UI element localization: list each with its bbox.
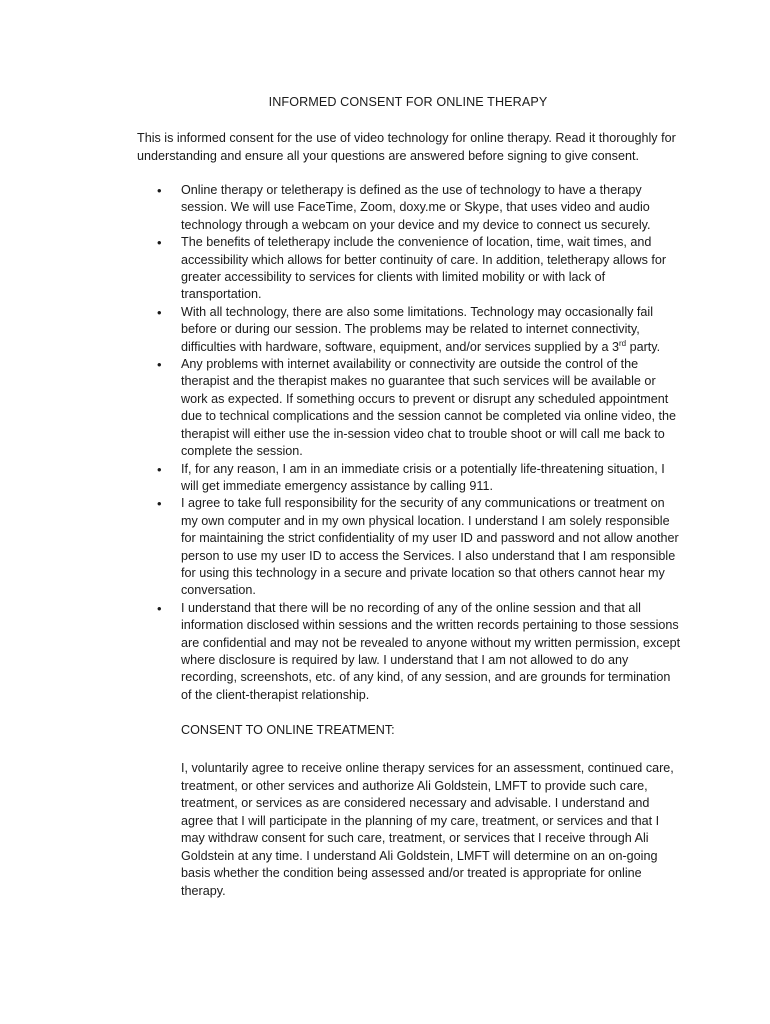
bullet-icon: • xyxy=(157,304,162,320)
list-item xyxy=(137,600,682,704)
bullet-icon: • xyxy=(157,600,162,616)
list-item xyxy=(137,461,682,496)
bullet-text: I agree to take full responsibility for the security of any communications or treatment on my own computer and in my own physical location. I understand I am solely responsible for maintaining the strict confidentiality of my user ID and password and not allow another person to use my user ID to access the Services. I also understand that I am responsible for using this technology in a secure and private location so that others cannot hear my conversation. xyxy=(181,496,679,598)
list-item xyxy=(137,356,682,460)
bullet-text-tail: party. xyxy=(626,339,661,354)
bullet-text: Online therapy or teletherapy is defined as the use of technology to have a therapy session. We will use FaceTime, Zoom, doxy.me or Skype, that uses video and audio technology through a webcam on your device and my device to connect us securely. xyxy=(181,183,651,232)
intro-paragraph: This is informed consent for the use of video technology for online therapy. Read it thoroughly for understanding and ensure all your questions are answered before signing to give consent. xyxy=(137,131,676,163)
list-item xyxy=(137,182,682,234)
list-item xyxy=(137,304,682,356)
bullet-text: I understand that there will be no recording of any of the online session and that all information disclosed within sessions and the written records pertaining to those sessions are confidential and may not be revealed to anyone without my written permission, except where disclosure is required by law. I understand that I am not allowed to do any recording, screenshots, etc. of any kind, of any session, and are grounds for termination of the client-therapist relationship. xyxy=(181,600,681,702)
consent-heading: CONSENT TO ONLINE TREATMENT: xyxy=(181,723,395,737)
bullet-text: With all technology, there are also some limitations. Technology may occasionally fail before or during our session. The problems may be related to internet connectivity, difficulties with hardware, software, equipment, and/or services supplied by a 3 xyxy=(181,304,654,354)
ordinal-suffix: rd xyxy=(618,338,627,348)
bullet-text: The benefits of teletherapy include the convenience of location, time, wait times, and accessibility which allows for better continuity of care. In addition, teletherapy allows for greater accessibility to services for clients with limited mobility or with lack of transportation. xyxy=(181,235,667,302)
list-item xyxy=(137,234,682,304)
consent-body-paragraph: I, voluntarily agree to receive online therapy services for an assessment, continued care, treatment, or other services and authorize Ali Goldstein, LMFT to provide such care, treatment, or services as are considered necessary and advisable. I understand and agree that I will participate in the planning of my care, treatment, or services and that I may withdraw consent for such care, treatment, or services that I receive through Ali Goldstein at any time. I understand Ali Goldstein, LMFT will determine on an on-going basis whether the condition being assessed and/or treated is appropriate for online therapy. xyxy=(181,761,674,898)
bullet-icon: • xyxy=(157,235,162,251)
document-title: INFORMED CONSENT FOR ONLINE THERAPY xyxy=(268,95,548,109)
bullet-text: If, for any reason, I am in an immediate crisis or a potentially life-threatening situation, I will get immediate emergency assistance by calling 911. xyxy=(181,461,665,493)
bullet-icon: • xyxy=(157,183,162,198)
consent-bullet-list xyxy=(137,182,682,704)
bullet-icon: • xyxy=(157,357,162,373)
bullet-icon: • xyxy=(157,461,162,477)
bullet-icon: • xyxy=(157,496,162,512)
bullet-text: Any problems with internet availability or connectivity are outside the control of the therapist and the therapist makes no guarantee that such services will be available or work as expected. If something occurs to prevent or disrupt any scheduled appointment due to technical complications and the session cannot be completed via online video, the therapist will either use the in-session video chat to trouble shoot or will call me back to complete the session. xyxy=(181,357,676,459)
list-item xyxy=(137,495,682,599)
